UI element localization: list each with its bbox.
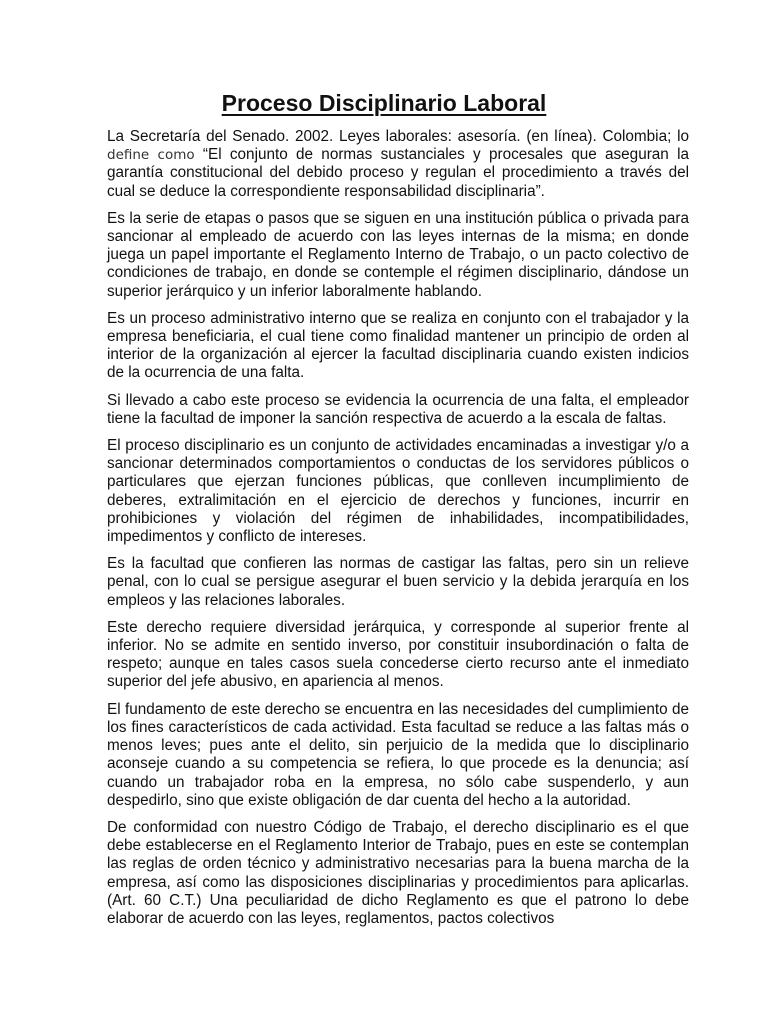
paragraph-1-quote: “El conjunto de normas sustanciales y procesales que aseguran la garantía constitucional del debido proceso y regulan el procedimiento a través del cual se deduce la correspondiente responsabilidad disciplinaria”. (107, 146, 689, 200)
paragraph-1-intro: La Secretaría del Senado. 2002. Leyes laborales: asesoría. (en línea). Colombia; lo (107, 128, 689, 145)
document-body (107, 128, 689, 937)
paragraph-4: Si llevado a cabo este proceso se evidencia la ocurrencia de una falta, el empleador tiene la facultad de imponer la sanción respectiva de acuerdo a la escala de faltas. (107, 391, 689, 427)
paragraph-2: Es la serie de etapas o pasos que se siguen en una institución pública o privada para sancionar al empleado de acuerdo con las leyes internas de la misma; en donde juega un papel importante el Reglamento Interno de Trabajo, o un pacto colectivo de condiciones de trabajo, en donde se contemple el régimen disciplinario, dándose un superior jerárquico y un inferior laboralmente hablando. (107, 209, 689, 300)
paragraph-5: El proceso disciplinario es un conjunto de actividades encaminadas a investigar y/o a sancionar determinados comportamientos o conductas de los servidores públicos o particulares que ejerzan funciones públicas, que conlleven incumplimiento de deberes, extralimitación en el ejercicio de derechos y funciones, incurrir en prohibiciones y violación del régimen de inhabilidades, incompatibilidades, impedimentos y conflicto de intereses. (107, 437, 689, 546)
paragraph-1-define: define como (107, 147, 195, 164)
paragraph-3: Es un proceso administrativo interno que se realiza en conjunto con el trabajador y la empresa beneficiaria, el cual tiene como finalidad mantener un principio de orden al interior de la organización al ejercer la facultad disciplinaria cuando existen indicios de la ocurrencia de una falta. (107, 309, 689, 382)
paragraph-6: Es la facultad que confieren las normas de castigar las faltas, pero sin un relieve penal, con lo cual se persigue asegurar el buen servicio y la debida jerarquía en los empleos y las relaciones laborales. (107, 555, 689, 609)
document-title: Proceso Disciplinario Laboral (221, 90, 547, 116)
paragraph-7: Este derecho requiere diversidad jerárquica, y corresponde al superior frente al inferior. No se admite en sentido inverso, por constituir insubordinación o falta de respeto; aunque en tales casos suela concederse cierto recurso ante el inmediato superior del jefe abusivo, en apariencia al menos. (107, 618, 689, 691)
paragraph-1 (107, 128, 689, 201)
paragraph-9: De conformidad con nuestro Código de Trabajo, el derecho disciplinario es el que debe establecerse en el Reglamento Interior de Trabajo, pues en este se contemplan las reglas de orden técnico y administrativo necesarias para la buena marcha de la empresa, así como las disposiciones disciplinarias y procedimientos para aplicarlas. (Art. 60 C.T.) Una peculiaridad de dicho Reglamento es que el patrono lo debe elaborar de acuerdo con las leyes, reglamentos, pactos colectivos (107, 818, 689, 927)
paragraph-8: El fundamento de este derecho se encuentra en las necesidades del cumplimiento de los fines característicos de cada actividad. Esta facultad se reduce a las faltas más o menos leves; pues ante el delito, sin perjuicio de la medida que lo disciplinario aconseje cuando a su competencia se refiera, lo que procede es la denuncia; así cuando un trabajador roba en la empresa, no sólo cabe suspenderlo, y aun despedirlo, sino que existe obligación de dar cuenta del hecho a la autoridad. (107, 700, 689, 809)
